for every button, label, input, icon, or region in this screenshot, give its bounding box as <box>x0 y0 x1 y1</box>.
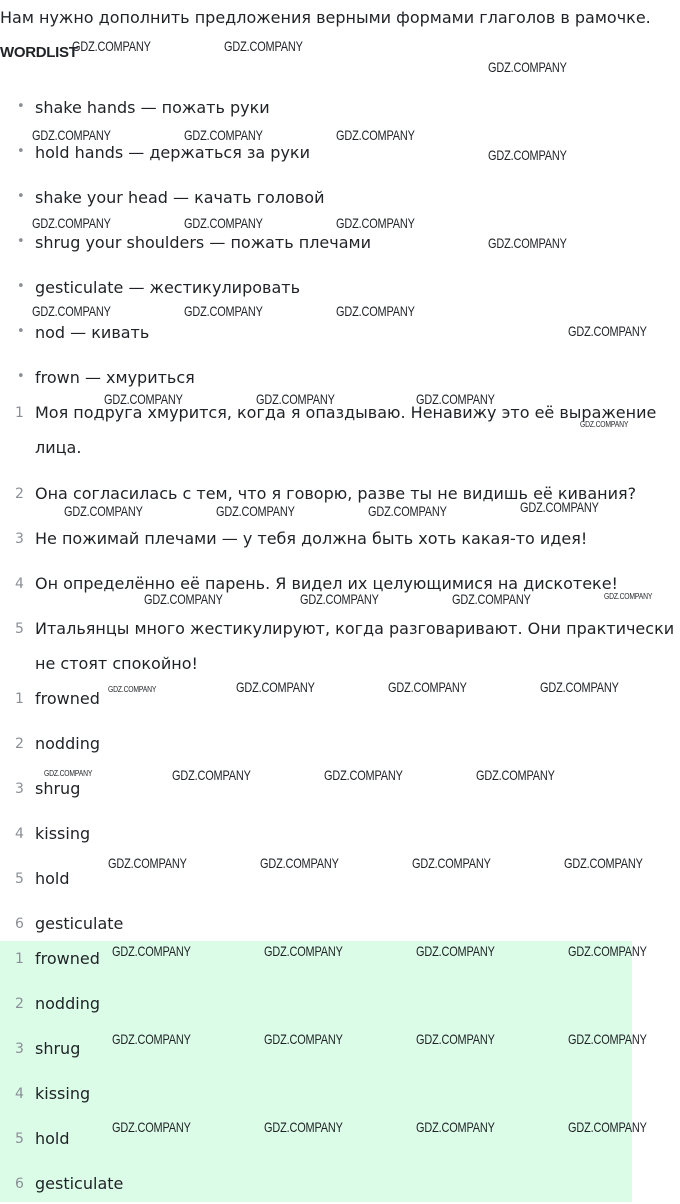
watermark: GDZ.COMPANY <box>476 767 555 783</box>
watermark: GDZ.COMPANY <box>488 235 567 251</box>
task-instruction: Нам нужно дополнить предложения верными формами глаголов в рамочке. <box>0 8 651 27</box>
watermark: GDZ.COMPANY <box>260 855 339 871</box>
highlighted-answers-panel <box>0 941 632 1202</box>
watermark: GDZ.COMPANY <box>540 679 619 695</box>
watermark: GDZ.COMPANY <box>184 215 263 231</box>
bullet-icon: • <box>17 234 25 249</box>
watermark: GDZ.COMPANY <box>452 591 531 607</box>
watermark: GDZ.COMPANY <box>108 855 187 871</box>
watermark: GDZ.COMPANY <box>300 591 379 607</box>
watermark: GDZ.COMPANY <box>32 303 111 319</box>
watermark: GDZ.COMPANY <box>324 767 403 783</box>
watermark: GDZ.COMPANY <box>112 1031 191 1047</box>
watermark: GDZ.COMPANY <box>416 391 495 407</box>
watermark: GDZ.COMPANY <box>144 591 223 607</box>
watermark: GDZ.COMPANY <box>104 391 183 407</box>
watermark: GDZ.COMPANY <box>108 685 157 694</box>
watermark: GDZ.COMPANY <box>172 767 251 783</box>
wordlist-heading: WORDLIST <box>0 44 78 61</box>
watermark: GDZ.COMPANY <box>336 303 415 319</box>
watermark: GDZ.COMPANY <box>264 1031 343 1047</box>
bullet-icon: • <box>17 279 25 294</box>
bullet-icon: • <box>17 369 25 384</box>
watermark: GDZ.COMPANY <box>368 503 447 519</box>
watermark: GDZ.COMPANY <box>64 503 143 519</box>
watermark: GDZ.COMPANY <box>488 147 567 163</box>
watermark: GDZ.COMPANY <box>416 1031 495 1047</box>
watermark: GDZ.COMPANY <box>336 215 415 231</box>
watermark: GDZ.COMPANY <box>412 855 491 871</box>
watermark: GDZ.COMPANY <box>264 1119 343 1135</box>
watermark: GDZ.COMPANY <box>32 127 111 143</box>
watermark: GDZ.COMPANY <box>236 679 315 695</box>
watermark: GDZ.COMPANY <box>224 38 303 54</box>
watermark: GDZ.COMPANY <box>488 59 567 75</box>
watermark: GDZ.COMPANY <box>580 420 629 429</box>
watermark: GDZ.COMPANY <box>520 499 599 515</box>
watermark: GDZ.COMPANY <box>336 127 415 143</box>
watermark: GDZ.COMPANY <box>72 38 151 54</box>
watermark: GDZ.COMPANY <box>32 215 111 231</box>
watermark: GDZ.COMPANY <box>44 769 93 778</box>
watermark: GDZ.COMPANY <box>568 1031 647 1047</box>
watermark: GDZ.COMPANY <box>416 1119 495 1135</box>
watermark: GDZ.COMPANY <box>112 1119 191 1135</box>
watermark: GDZ.COMPANY <box>216 503 295 519</box>
watermark: GDZ.COMPANY <box>564 855 643 871</box>
bullet-icon: • <box>17 324 25 339</box>
watermark: GDZ.COMPANY <box>264 943 343 959</box>
watermark: GDZ.COMPANY <box>604 592 653 601</box>
watermark: GDZ.COMPANY <box>256 391 335 407</box>
watermark: GDZ.COMPANY <box>568 943 647 959</box>
watermark: GDZ.COMPANY <box>184 127 263 143</box>
watermark: GDZ.COMPANY <box>184 303 263 319</box>
watermark: GDZ.COMPANY <box>416 943 495 959</box>
watermark: GDZ.COMPANY <box>568 1119 647 1135</box>
bullet-icon: • <box>17 144 25 159</box>
watermark: GDZ.COMPANY <box>568 323 647 339</box>
bullet-icon: • <box>17 189 25 204</box>
bullet-icon: • <box>17 99 25 114</box>
watermark: GDZ.COMPANY <box>112 943 191 959</box>
watermark: GDZ.COMPANY <box>388 679 467 695</box>
